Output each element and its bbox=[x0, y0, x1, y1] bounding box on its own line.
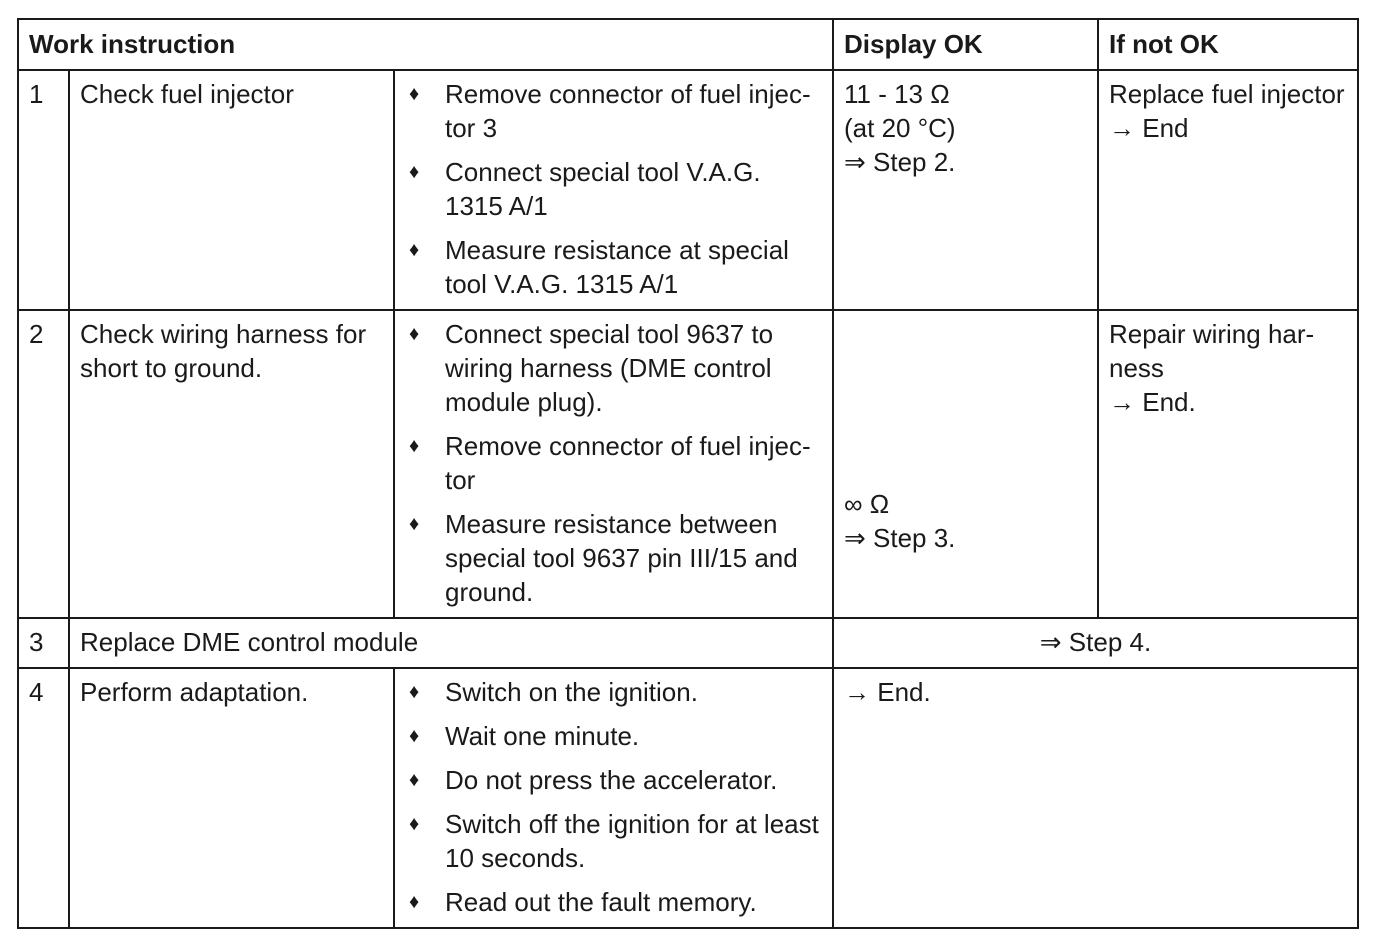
display-ok-line: → End. bbox=[844, 677, 931, 707]
step-number: 3 bbox=[18, 618, 69, 668]
table-row bbox=[18, 668, 1358, 928]
steps-cell bbox=[394, 70, 833, 310]
display-ok-line: ∞ Ω bbox=[844, 489, 890, 519]
if-not-ok-line: Replace fuel injector bbox=[1109, 79, 1345, 109]
list-item bbox=[405, 155, 822, 223]
task-cell: Check wiring harness for short to ground. bbox=[69, 310, 394, 618]
bullet-diamond-icon: ♦ bbox=[409, 239, 420, 261]
display-ok-cell bbox=[833, 668, 1358, 928]
header-work-instruction: Work instruction bbox=[18, 19, 833, 70]
work-instruction-table bbox=[17, 18, 1359, 929]
step-number: 1 bbox=[18, 70, 69, 310]
steps-list bbox=[405, 77, 822, 301]
steps-cell bbox=[394, 668, 833, 928]
table-header-row bbox=[18, 19, 1358, 70]
bullet-diamond-icon: ♦ bbox=[409, 323, 420, 345]
list-item bbox=[405, 77, 822, 145]
step-number: 2 bbox=[18, 310, 69, 618]
list-item bbox=[405, 507, 822, 609]
step-text: Wait one minute. bbox=[445, 721, 640, 751]
step-text: Do not press the accelerator. bbox=[445, 765, 778, 795]
if-not-ok-line: → End bbox=[1109, 113, 1189, 143]
step-text: Connect special tool V.A.G. 1315 A/1 bbox=[445, 157, 761, 221]
task-cell: Check fuel injector bbox=[69, 70, 394, 310]
table-row bbox=[18, 70, 1358, 310]
step-text: Measure resistance at special tool V.A.G. 1315 A/1 bbox=[445, 235, 789, 299]
list-item bbox=[405, 317, 822, 419]
if-not-ok-cell bbox=[1098, 310, 1358, 618]
steps-list bbox=[405, 675, 822, 919]
bullet-diamond-icon: ♦ bbox=[409, 813, 420, 835]
steps-list bbox=[405, 317, 822, 609]
step-text: Measure resistance between special tool 9637 pin III/15 and ground. bbox=[445, 509, 798, 607]
display-ok-line: ⇒ Step 2. bbox=[844, 147, 956, 177]
list-item bbox=[405, 763, 822, 797]
display-ok-line: ⇒ Step 3. bbox=[844, 523, 956, 553]
step-text: Remove connector of fuel injec-tor 3 bbox=[445, 79, 811, 143]
list-item bbox=[405, 233, 822, 301]
step-text: Switch on the ignition. bbox=[445, 677, 698, 707]
bullet-diamond-icon: ♦ bbox=[409, 769, 420, 791]
task-cell: Replace DME control module bbox=[69, 618, 833, 668]
step-text: Read out the fault memory. bbox=[445, 887, 757, 917]
list-item bbox=[405, 719, 822, 753]
task-cell: Perform adaptation. bbox=[69, 668, 394, 928]
display-ok-line: 11 - 13 Ω bbox=[844, 79, 950, 109]
bullet-diamond-icon: ♦ bbox=[409, 161, 420, 183]
step-number: 4 bbox=[18, 668, 69, 928]
step-text: Connect special tool 9637 to wiring harness (DME control module plug). bbox=[445, 319, 774, 417]
bullet-diamond-icon: ♦ bbox=[409, 725, 420, 747]
header-display-ok: Display OK bbox=[833, 19, 1098, 70]
steps-cell bbox=[394, 310, 833, 618]
list-item bbox=[405, 807, 822, 875]
bullet-diamond-icon: ♦ bbox=[409, 83, 420, 105]
bullet-diamond-icon: ♦ bbox=[409, 435, 420, 457]
if-not-ok-cell bbox=[1098, 70, 1358, 310]
list-item bbox=[405, 885, 822, 919]
header-if-not-ok: If not OK bbox=[1098, 19, 1358, 70]
if-not-ok-line: Repair wiring har-ness bbox=[1109, 319, 1315, 383]
list-item bbox=[405, 429, 822, 497]
bullet-diamond-icon: ♦ bbox=[409, 513, 420, 535]
bullet-diamond-icon: ♦ bbox=[409, 681, 420, 703]
if-not-ok-line: → End. bbox=[1109, 387, 1196, 417]
step-text: Remove connector of fuel injec-tor bbox=[445, 431, 811, 495]
cell-spacer bbox=[844, 317, 1087, 487]
bullet-diamond-icon: ♦ bbox=[409, 891, 420, 913]
table-row bbox=[18, 618, 1358, 668]
table-row bbox=[18, 310, 1358, 618]
display-ok-line: (at 20 °C) bbox=[844, 113, 956, 143]
step-text: Switch off the ignition for at least 10 seconds. bbox=[445, 809, 819, 873]
list-item bbox=[405, 675, 822, 709]
display-ok-cell bbox=[833, 310, 1098, 618]
display-ok-cell bbox=[833, 70, 1098, 310]
result-cell: ⇒ Step 4. bbox=[833, 618, 1358, 668]
